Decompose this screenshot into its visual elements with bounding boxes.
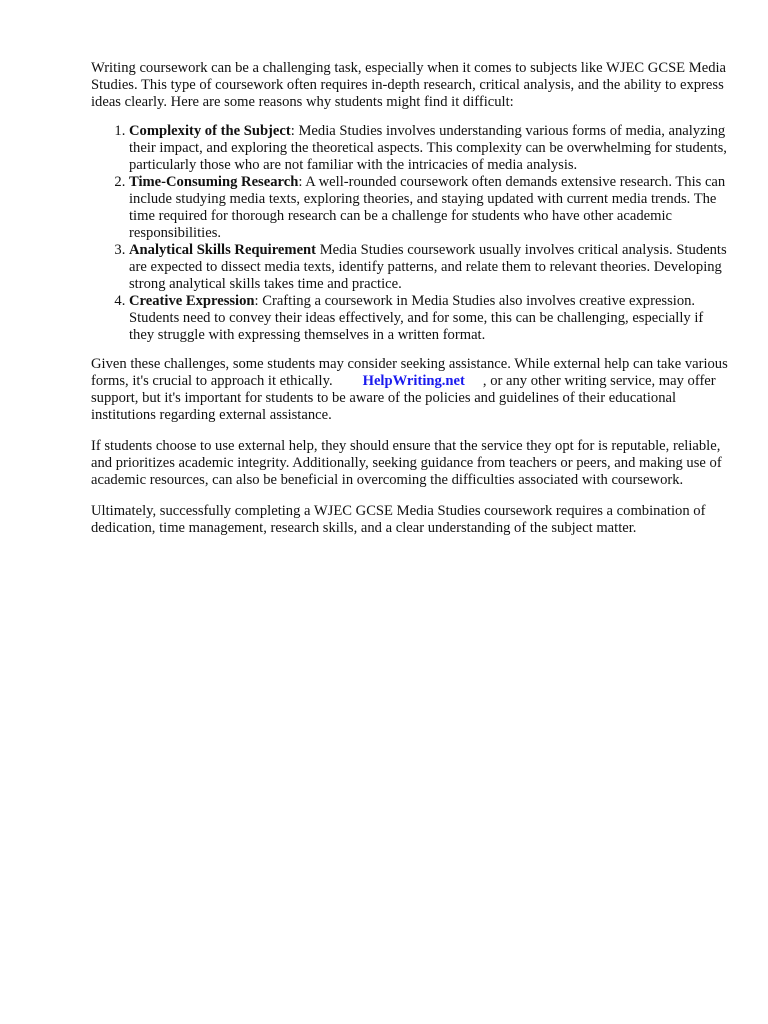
reason-term: Analytical Skills Requirement	[129, 242, 317, 258]
reason-separator: :	[290, 123, 299, 139]
list-item	[129, 174, 731, 242]
conclusion-paragraph: Ultimately, successfully completing a WJEC GCSE Media Studies coursework requires a combination of dedication, time management, research skills, and a clear understanding of the subject matter.	[91, 503, 706, 536]
reason-term: Complexity of the Subject	[129, 123, 291, 139]
reason-term: Time-Consuming Research	[129, 174, 299, 190]
helpwriting-link[interactable]: HelpWriting.net	[362, 373, 465, 389]
reason-text: Crafting a coursework in Media Studies also involves creative expression. Students need to convey their ideas effectively, and for some, this can be challenging, especially if they struggle with expressing themselves in a written format.	[129, 293, 704, 343]
reason-text: Media Studies involves understanding various forms of media, analyzing their impact, and exploring the theoretical aspects. This complexity can be overwhelming for students, particularly those who are not familiar with the intricacies of media analysis.	[129, 123, 727, 173]
reason-separator: :	[254, 293, 263, 309]
external-help-paragraph: If students choose to use external help, they should ensure that the service they opt for is reputable, reliable, and prioritizes academic integrity. Additionally, seeking guidance from teachers or peers, and making use of academic resources, can also be beneficial in overcoming the difficulties associated with coursework.	[91, 438, 722, 488]
reason-term: Creative Expression	[129, 293, 255, 309]
assistance-text-after: , or any other writing service, may offer support, but it's important for students to be aware of the policies and guidelines of their educational institutions regarding external assistance.	[91, 373, 716, 423]
assistance-text-before: Given these challenges, some students may consider seeking assistance. While external help can take various forms, it's crucial to approach it ethically.	[91, 356, 728, 389]
list-item	[129, 242, 731, 293]
intro-paragraph: Writing coursework can be a challenging task, especially when it comes to subjects like WJEC GCSE Media Studies. This type of coursework often requires in-depth research, critical analysis, and the ability to express ideas clearly. Here are some reasons why students might find it difficult:	[91, 60, 727, 110]
assistance-paragraph	[91, 356, 731, 424]
list-item	[129, 293, 731, 344]
reason-text: A well-rounded coursework often demands extensive research. This can include studying media texts, exploring theories, and staying updated with current media trends. The time required for thorough research can be a challenge for students who have other academic responsibilities.	[129, 174, 726, 241]
reason-text: Media Studies coursework usually involves critical analysis. Students are expected to dissect media texts, identify patterns, and relate them to relevant theories. Developing strong analytical skills takes time and practice.	[129, 242, 727, 292]
list-item	[129, 123, 731, 174]
reason-separator: :	[298, 174, 306, 190]
reasons-list	[91, 123, 731, 344]
